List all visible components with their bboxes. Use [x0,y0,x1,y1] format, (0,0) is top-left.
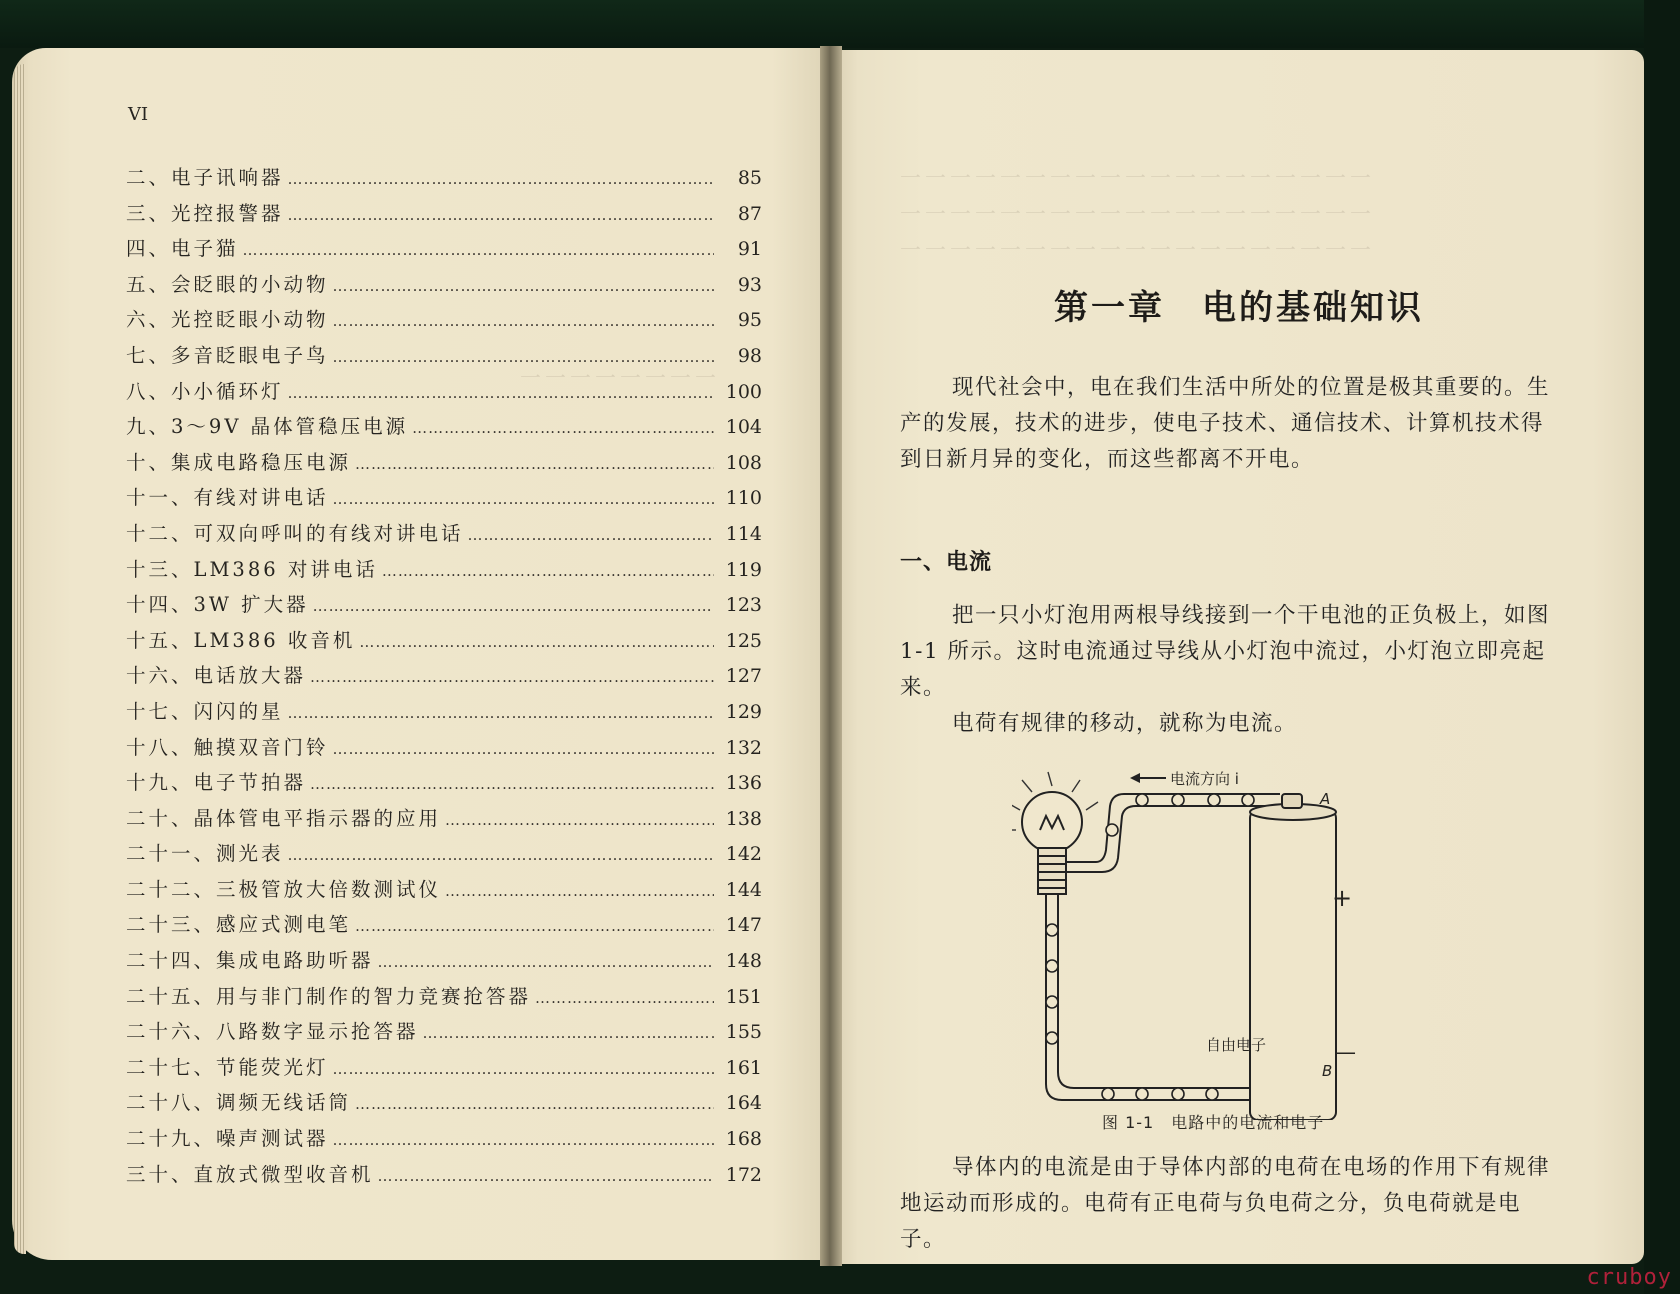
toc-leader-dots [468,526,714,544]
toc-entry-title: 二十四、集成电路助听器 [126,949,374,973]
toc-leader-dots [310,668,714,686]
toc-entry-title: 十八、触摸双音门铃 [126,735,329,759]
background-right [1644,0,1680,1294]
toc-entry [126,625,762,661]
toc-entry-title: 十四、3W 扩大器 [126,593,309,617]
toc-entry-title: 十三、LM386 对讲电话 [126,557,378,581]
toc-entry-page: 142 [725,843,762,866]
toc-entry-page: 100 [725,380,762,403]
toc-entry [126,732,762,768]
toc-entry-page: 87 [737,202,762,225]
toc-entry [126,376,762,412]
toc-leader-dots [378,1167,714,1185]
terminal-b-label: B [1322,1062,1333,1080]
toc-entry-title: 三十、直放式微型收音机 [126,1162,374,1186]
paragraph-1-text: 把一只小灯泡用两根导线接到一个干电池的正负极上，如图 1-1 所示。这时电流通过导线从小灯泡中流过，小灯泡立即亮起来。 [900,603,1551,700]
negative-sign: — [1336,1040,1356,1064]
toc-entry [126,1016,762,1052]
toc-entry [126,1159,762,1195]
background-top [0,0,1680,48]
toc-entry [126,589,762,625]
toc-entry [126,909,762,945]
toc-entry [126,269,762,305]
toc-entry-title: 十二、可双向呼叫的有线对讲电话 [126,521,464,545]
toc-entry-page: 138 [725,807,762,830]
toc-entry-title: 二十三、感应式测电笔 [126,913,352,937]
paragraph-3-text: 导体内的电流是由于导体内部的电荷在电场的作用下有规律地运动而形成的。电荷有正电荷与负电荷之分，负电荷就是电子。 [900,1155,1551,1252]
page-number: VI [128,104,149,125]
toc-leader-dots [333,277,714,295]
toc-entry-page: 151 [725,985,762,1008]
current-direction-label: 电流方向 i [1170,770,1239,788]
section-title: 一、电流 [900,550,993,575]
toc-leader-dots [359,633,714,651]
toc-entry [126,233,762,269]
toc-entry-page: 161 [725,1056,762,1079]
toc-entry [126,874,762,910]
positive-sign: + [1332,884,1353,912]
toc-entry-title: 十九、电子节拍器 [126,771,307,795]
toc-leader-dots [333,1131,714,1149]
watermark: cruboy [1586,1265,1672,1290]
paragraph-1 [900,598,1562,706]
toc-entry-page: 123 [725,594,762,617]
light-bulb [1022,792,1082,894]
toc-entry-page: 95 [737,309,762,332]
toc-entry-title: 二十七、节能荧光灯 [126,1055,329,1079]
toc-entry [126,518,762,554]
toc-entry-page: 98 [737,344,762,367]
toc-entry-title: 六、光控眨眼小动物 [126,308,329,332]
toc-leader-dots [423,1024,714,1042]
toc-entry [126,198,762,234]
toc-entry-page: 147 [725,914,762,937]
toc-entry-title: 二、电子讯响器 [126,166,284,189]
toc-entry-title: 二十二、三极管放大倍数测试仪 [126,877,442,901]
toc-entry [126,1052,762,1088]
toc-leader-dots [355,455,714,473]
toc-entry [126,803,762,839]
toc-entry [126,660,762,696]
toc-entry-title: 二十九、噪声测试器 [126,1127,329,1151]
toc-entry-page: 148 [725,950,762,973]
toc-leader-dots [535,989,714,1007]
toc-leader-dots [333,490,714,508]
current-arrow [1130,773,1166,783]
intro-paragraph [900,370,1562,478]
toc-entry-title: 二十六、八路数字显示抢答器 [126,1020,419,1044]
toc-entry-page: 119 [725,558,762,581]
toc-leader-dots [288,846,714,864]
toc-entry-title: 九、3～9V 晶体管稳压电源 [126,415,409,439]
paragraph-2-text: 电荷有规律的移动，就称为电流。 [952,711,1298,736]
free-electron-label: 自由电子 [1206,1036,1267,1054]
toc-entry-title: 二十、晶体管电平指示器的应用 [126,806,442,830]
toc-entry-page: 168 [725,1128,762,1151]
toc-entry-page: 144 [725,878,762,901]
toc-entry [126,981,762,1017]
bleed-through-text: 一一一一一一一一一一一一一一一一一一一 [900,166,1375,190]
circuit-figure [1012,770,1432,1120]
toc-leader-dots [355,917,714,935]
toc-entry [126,162,762,198]
toc-leader-dots [313,597,714,615]
toc-entry-title: 二十五、用与非门制作的智力竞赛抢答器 [126,984,532,1008]
chapter-title: 第一章 电的基础知识 [1054,288,1424,328]
toc-entry-page: 91 [737,238,762,261]
toc-leader-dots [288,704,714,722]
toc-entry-title: 十、集成电路稳压电源 [126,450,352,474]
toc-entry-title: 十一、有线对讲电话 [126,486,329,510]
toc-entry [126,482,762,518]
bleed-through-text: 一一一一一一一一一一一一一一一一一一一 [900,238,1375,262]
toc-leader-dots [288,206,714,224]
toc-leader-dots [445,882,714,900]
toc-entry-title: 三、光控报警器 [126,201,284,225]
toc-entry [126,304,762,340]
toc-leader-dots [333,348,714,366]
toc-leader-dots [382,562,714,580]
intro-text: 现代社会中，电在我们生活中所处的位置是极其重要的。生产的发展，技术的进步，使电子技术、通信技术、计算机技术得到日新月异的变化，而这些都离不开电。 [900,375,1551,472]
toc-entry-page: 129 [725,700,762,723]
toc-leader-dots [333,1060,714,1078]
toc-leader-dots [288,384,714,402]
toc-entry-page: 125 [725,629,762,652]
terminal-a-label: A [1320,790,1331,808]
toc-entry [126,554,762,590]
toc-entry-page: 110 [725,487,762,510]
bleed-through-text: 一一一一一一一一一一一一一一一一一一一 [900,202,1375,226]
toc-entry [126,340,762,376]
toc-entry-page: 136 [725,772,762,795]
paragraph-2 [900,706,1562,742]
toc-entry-title: 十六、电话放大器 [126,664,307,688]
toc-entry-title: 五、会眨眼的小动物 [126,272,329,296]
toc-entry-title: 二十八、调频无线话筒 [126,1091,352,1115]
toc-entry-title: 七、多音眨眼电子鸟 [126,343,329,367]
toc-leader-dots [243,241,714,259]
toc-entry-page: 127 [725,665,762,688]
book-spine [820,46,842,1266]
figure-caption: 图 1-1 电路中的电流和电子 [1102,1113,1325,1132]
toc-entry-title: 八、小小循环灯 [126,379,284,403]
toc-leader-dots [355,1095,714,1113]
toc-leader-dots [412,419,714,437]
toc-leader-dots [310,775,714,793]
toc-entry [126,838,762,874]
page-edges [14,64,26,1254]
toc-entry-title: 十七、闪闪的星 [126,699,284,723]
toc-entry [126,447,762,483]
toc-entry-page: 108 [725,451,762,474]
toc-entry [126,1087,762,1123]
paragraph-3 [900,1150,1562,1258]
toc-leader-dots [378,953,714,971]
toc-entry [126,696,762,732]
toc-entry-title: 四、电子猫 [126,237,239,261]
toc-leader-dots [333,740,714,758]
table-of-contents [126,162,762,1194]
toc-leader-dots [445,811,714,829]
toc-entry-page: 114 [725,522,762,545]
toc-entry [126,945,762,981]
toc-entry [126,411,762,447]
toc-entry [126,767,762,803]
toc-entry-title: 十五、LM386 收音机 [126,628,356,652]
toc-entry-page: 93 [737,273,762,296]
toc-entry-title: 二十一、测光表 [126,842,284,866]
toc-leader-dots [333,312,714,330]
toc-entry-page: 155 [725,1021,762,1044]
toc-entry [126,1123,762,1159]
toc-entry-page: 164 [725,1092,762,1115]
toc-entry-page: 132 [725,736,762,759]
toc-entry-page: 172 [725,1163,762,1186]
bleed-through-text: 一一一一一一一一 [520,366,720,390]
toc-entry-page: 104 [725,416,762,439]
toc-leader-dots [288,170,714,188]
toc-entry-page: 85 [737,167,762,189]
